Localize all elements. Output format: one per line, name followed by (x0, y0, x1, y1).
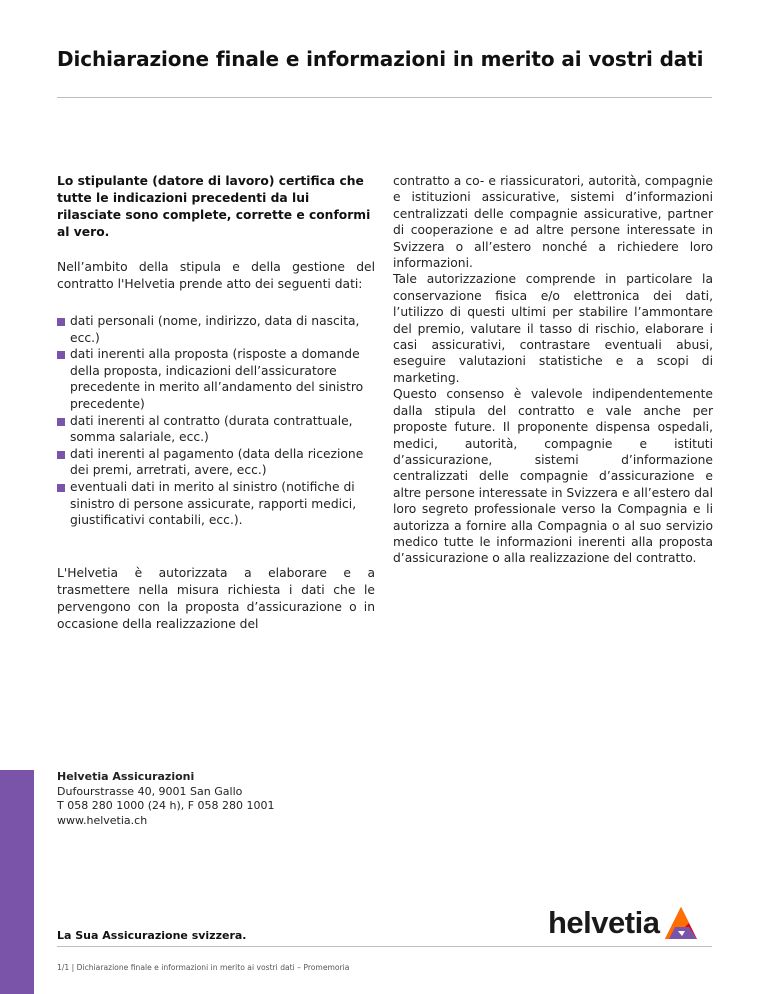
list-item (57, 413, 375, 446)
authorization-paragraph: Tale autorizzazione comprende in particolare la conservazione fisica e/o elettronica dei dati, l’utilizzo di questi ultimi per stabilire l’ammontare del premio, valutare il tasso di rischio, elaborare i casi assicurativi, contrastare eventuali abusi, eseguire valutazioni statistiche e a scopi di marketing. (393, 272, 713, 385)
company-address (57, 770, 275, 828)
list-item-text: dati inerenti alla proposta (risposte a domande della proposta, indicazioni dell’assicuratore precedente in merito all’andamento del sinistro precedente) (70, 347, 364, 411)
consent-paragraph: Questo consenso è valevole indipendentemente dalla stipula del contratto e vale anche per proposte future. Il proponente dispensa ospedali, medici, autorità, compagnie e istituti d’assicurazione, sistemi d’informazione centralizzati delle compagnie d’assicurazione e altre persone interessate in Svizzera e all’estero dal loro segreto professionale verso la Compagnia e li autorizza a fornire alla Compagnia o al suo servizio medico tutte le informazioni inerenti alla proposta d’assicurazione o alla realizzazione del contratto. (393, 387, 713, 566)
list-item-text: dati personali (nome, indirizzo, data di nascita, ecc.) (70, 314, 360, 345)
accent-side-bar (0, 770, 34, 994)
bullet-square-icon (57, 351, 65, 359)
data-list (57, 313, 375, 529)
helvetia-logo (548, 905, 699, 941)
bullet-square-icon (57, 418, 65, 426)
list-item-text: dati inerenti al contratto (durata contrattuale, somma salariale, ecc.) (70, 413, 353, 445)
bullet-square-icon (57, 484, 65, 492)
company-name: Helvetia Assicurazioni (57, 770, 195, 783)
lead-statement: Lo stipulante (datore di lavoro) certifica che tutte le indicazioni precedenti da lui rilasciate sono complete, corrette e conformi al vero. (57, 174, 371, 239)
footer-divider (57, 946, 712, 947)
slogan: La Sua Assicurazione svizzera. (57, 929, 247, 942)
left-column (57, 173, 375, 633)
street-address: Dufourstrasse 40, 9001 San Gallo (57, 784, 243, 798)
list-item (57, 346, 375, 412)
list-item (57, 446, 375, 479)
bullet-square-icon (57, 451, 65, 459)
website-link[interactable]: www.helvetia.ch (57, 813, 148, 827)
header-divider (57, 97, 712, 98)
intro-paragraph: Nell’ambito della stipula e della gestione del contratto l'Helvetia prende atto dei seguenti dati: (57, 260, 375, 291)
right-column (393, 173, 713, 567)
bullet-square-icon (57, 318, 65, 326)
logo-wordmark: helvetia (548, 905, 660, 940)
closing-paragraph: L'Helvetia è autorizzata a elaborare e a trasmettere nella misura richiesta i dati che le pervengono con la proposta d’assicurazione o in occasione della realizzazione del (57, 565, 375, 631)
phone-fax: T 058 280 1000 (24 h), F 058 280 1001 (57, 799, 275, 812)
footer-text: 1/1 | Dichiarazione finale e informazioni in merito ai vostri dati – Promemoria (57, 963, 350, 972)
page-title: Dichiarazione finale e informazioni in merito ai vostri dati (57, 47, 704, 71)
list-item-text: dati inerenti al pagamento (data della ricezione dei premi, arretrati, avere, ecc.) (70, 446, 364, 478)
list-item (57, 479, 375, 529)
helvetia-logo-mark-icon (663, 905, 699, 941)
list-item-text: eventuali dati in merito al sinistro (notifiche di sinistro di persone assicurate, rapporti medici, giustificativi contabili, ecc.). (70, 479, 357, 528)
list-item (57, 313, 375, 346)
continuation-paragraph: contratto a co- e riassicuratori, autorità, compagnie e istituzioni assicurative, sistemi d’informazioni centralizzati delle compagnie assicurative, partner di cooperazione e ad altre persone interessate in Svizzera o all’estero nonché a richiedere loro informazioni. (393, 174, 713, 271)
